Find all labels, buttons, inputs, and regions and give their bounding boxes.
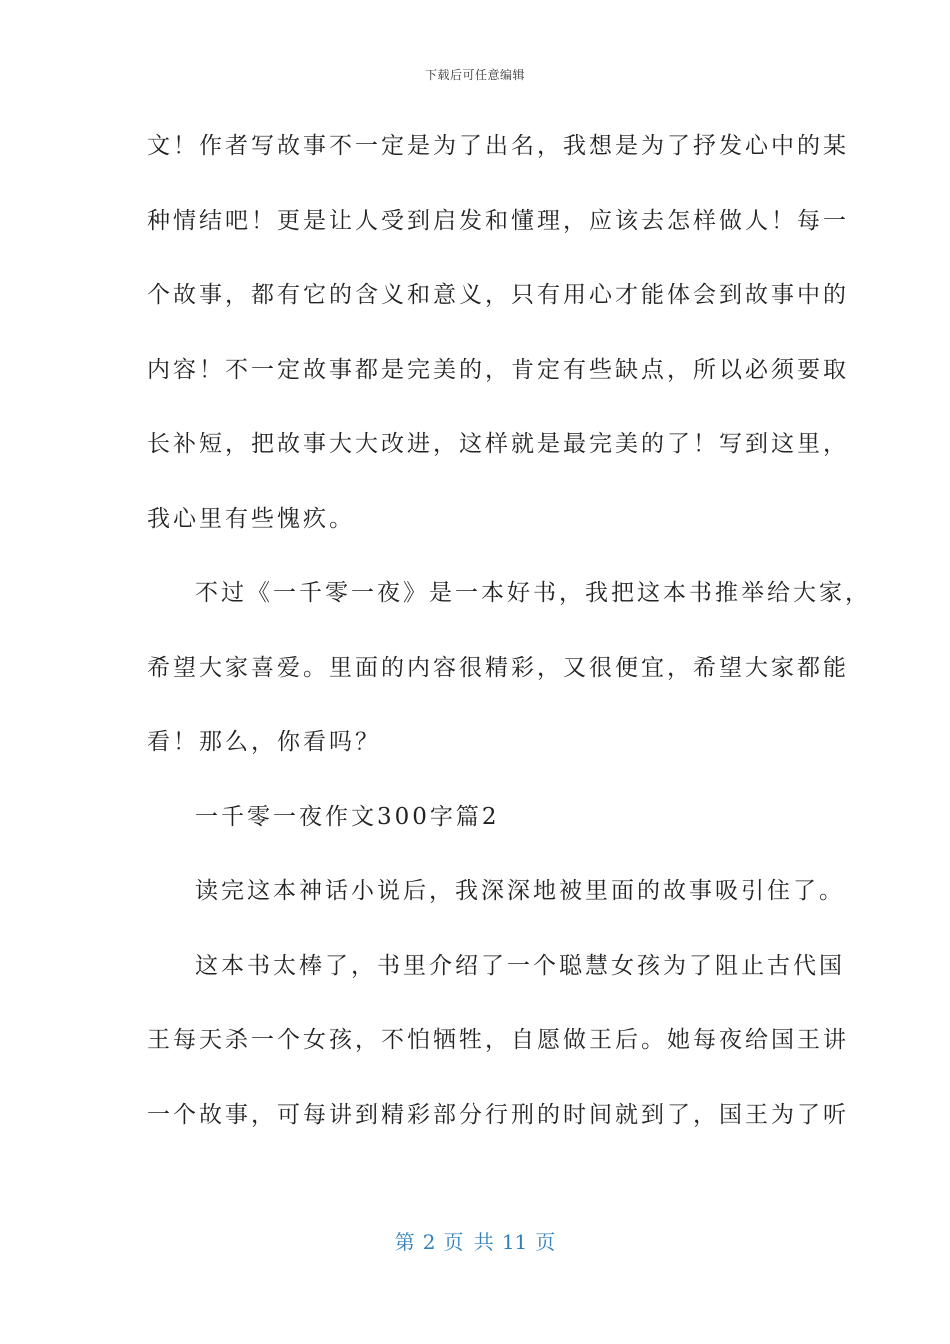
text-line: 我心里有些愧疚。	[147, 506, 355, 532]
text-line: 希望大家喜爱。里面的内容很精彩，又很便宜，希望大家都能	[147, 655, 849, 681]
footer-prefix: 第	[394, 1230, 415, 1254]
paragraph-first-line: 不过《一千零一夜》是一本好书，我把这本书推举给大家，	[195, 580, 871, 606]
footer-page-number: 2	[422, 1230, 436, 1254]
text-line: 一个故事，可每讲到精彩部分行刑的时间就到了，国王为了听	[147, 1102, 849, 1128]
text-line: 看！那么，你看吗？	[147, 729, 381, 755]
text-line: 长补短，把故事大大改进，这样就是最完美的了！写到这里，	[147, 431, 849, 457]
page-header: 下载后可任意编辑	[424, 68, 525, 82]
text-line: 王每天杀一个女孩，不怕牺牲，自愿做王后。她每夜给国王讲	[147, 1027, 849, 1053]
text-line: 文！作者写故事不一定是为了出名，我想是为了抒发心中的某	[147, 133, 849, 159]
text-line: 个故事，都有它的含义和意义，只有用心才能体会到故事中的	[147, 282, 849, 308]
footer-suffix: 页	[535, 1230, 556, 1254]
text-line: 内容！不一定故事都是完美的，肯定有些缺点，所以必须要取	[147, 357, 849, 383]
paragraph-first-line: 读完这本神话小说后，我深深地被里面的故事吸引住了。	[195, 878, 845, 904]
page-footer	[0, 1226, 950, 1255]
footer-total-pages: 11	[501, 1230, 528, 1254]
text-line: 种情结吧！更是让人受到启发和懂理，应该去怎样做人！每一	[147, 208, 849, 234]
paragraph-first-line: 这本书太棒了，书里介绍了一个聪慧女孩为了阻止古代国	[195, 953, 845, 979]
section-heading: 一千零一夜作文300字篇2	[195, 804, 500, 830]
footer-middle: 页 共	[443, 1230, 494, 1254]
